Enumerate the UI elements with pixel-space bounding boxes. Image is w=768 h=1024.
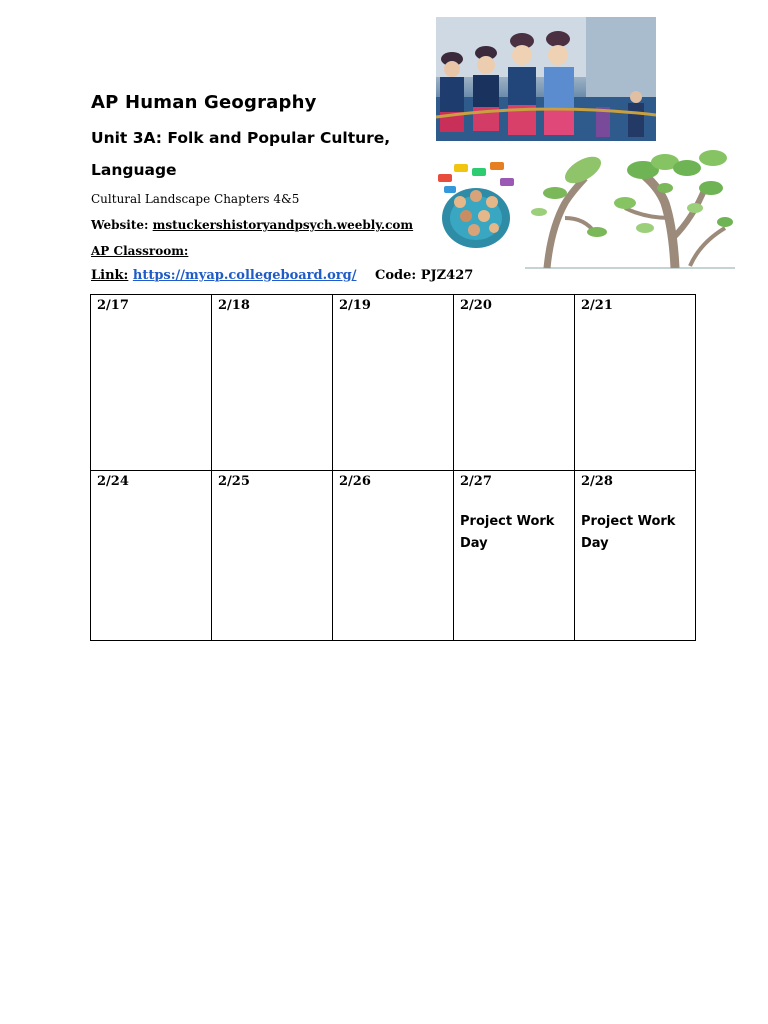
calendar-week-2 — [91, 471, 696, 641]
link-label: Link: — [91, 268, 129, 283]
date-label: 2/26 — [339, 474, 371, 489]
code-value: PJZ427 — [420, 268, 474, 283]
day-note: Project Work Day — [460, 514, 555, 551]
page-title: AP Human Geography — [91, 92, 317, 113]
calendar-cell — [91, 471, 212, 641]
date-label: 2/18 — [218, 298, 250, 313]
calendar-table — [90, 294, 696, 641]
people-speech-illustration — [436, 160, 518, 250]
calendar-week-1 — [91, 295, 696, 471]
calendar-cell — [333, 295, 454, 471]
calendar-cell — [91, 295, 212, 471]
day-note: Project Work Day — [581, 514, 676, 551]
calendar-cell — [333, 471, 454, 641]
code-text — [375, 268, 473, 283]
code-label: Code: — [375, 268, 421, 283]
calendar-cell — [575, 471, 696, 641]
date-label: 2/24 — [97, 474, 129, 489]
calendar-cell — [454, 295, 575, 471]
date-label: 2/17 — [97, 298, 129, 313]
date-label: 2/25 — [218, 474, 250, 489]
collegeboard-link[interactable]: https://myap.collegeboard.org/ — [132, 268, 357, 283]
chapters-text: Cultural Landscape Chapters 4&5 — [91, 192, 300, 206]
calendar-cell — [212, 471, 333, 641]
calendar-cell — [454, 471, 575, 641]
calendar-cell — [212, 295, 333, 471]
ap-classroom-label: AP Classroom: — [91, 244, 189, 258]
language-tree-illustration — [525, 148, 735, 282]
date-label: 2/27 — [460, 474, 492, 489]
date-label: 2/21 — [581, 298, 613, 313]
unit-title-line2: Language — [91, 161, 177, 179]
date-label: 2/19 — [339, 298, 371, 313]
website-label: Website: — [91, 218, 153, 232]
date-label: 2/28 — [581, 474, 613, 489]
date-label: 2/20 — [460, 298, 492, 313]
website-line — [91, 218, 413, 232]
website-link[interactable]: mstuckershistoryandpsych.weebly.com — [152, 218, 414, 232]
unit-title-line1: Unit 3A: Folk and Popular Culture, — [91, 129, 391, 147]
dancers-photo — [436, 17, 656, 141]
link-line — [91, 268, 473, 283]
calendar-cell — [575, 295, 696, 471]
